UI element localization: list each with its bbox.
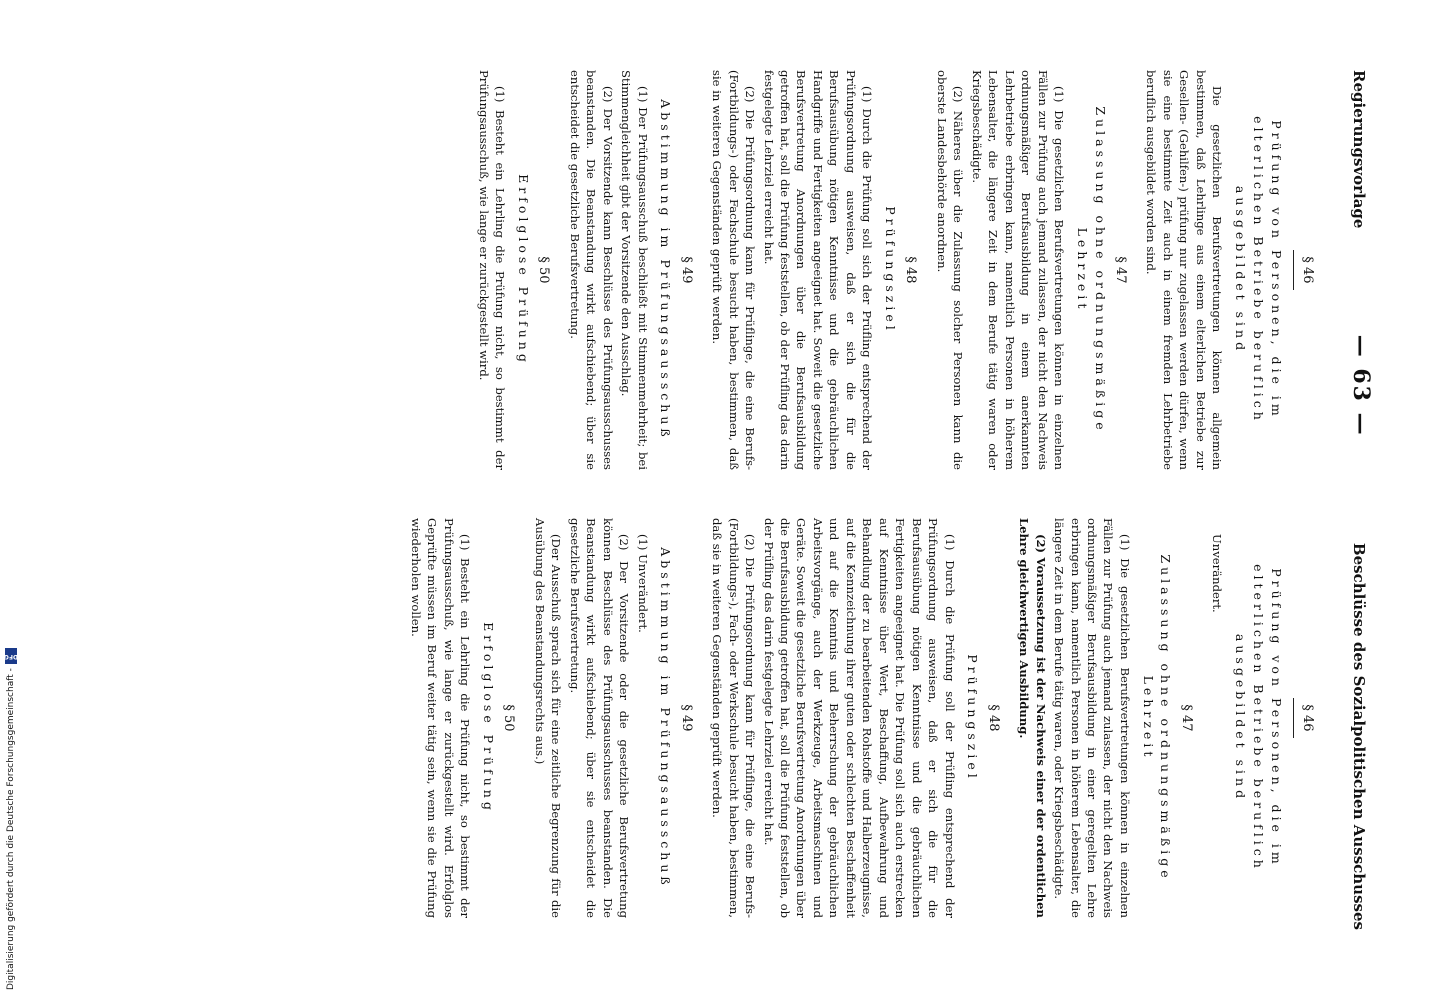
section-title: Zulassung ohne ordnungsmäßige Lehrzeit (1140, 554, 1174, 882)
page-number: — 63 — (1348, 334, 1374, 437)
paragraph: (1) Der Prüfungsausschuß beschließt mit Stimmenmehrheit; bei Stimmengleichheit gibt der Vorsitzende den Ausschlag. (619, 70, 650, 470)
paragraph: Die gesetzlichen Berufsvertretungen können allgemein bestimmen, daß Lehrlinge aus einem elterlichen Betriebe zur Gesellen- (Gehilfen-) prüfung nur zugelassen werden dürfen, wenn sie eine bestimmte Zeit auch in einem fremden Lehrbetriebe beruflich ausgebildet worden sind. (1144, 70, 1225, 470)
paragraph: (2) Der Vorsitzende oder die gesetzliche Berufsvertretung können Beschlüsse des Prüfungsausschusses beanstanden. Die Beanstandung wirkt aufschiebend; über sie entscheidet die gesetzliche Berufsvertretung. (567, 518, 632, 918)
header-left: Regierungsvorlage (1350, 70, 1368, 229)
section-title: Prüfung von Personen, die im elterlichen Betriebe beruflich ausgebildet sind (1233, 116, 1284, 424)
paragraph: (1) Durch die Prüfung soll sich der Prüfling entsprechend der Prüfungsordnung ausweisen, daß er sich die für die Berufsausübung nötigen Kenntnisse und die gebräuchlichen Handgriffe und Fertigkeiten angeeignet hat. Soweit die gesetzliche Berufsvertretung Anordnungen über die Berufsausbildung getroffen hat, soll die Prüfung feststellen, ob der Prüfling das darin festgelegte Lehrziel erreicht hat. (761, 70, 875, 470)
right-column (405, 518, 1330, 918)
paragraph: (2) Die Prüfungsordnung kann für Prüflinge, die eine Berufs- (Fortbildungs-), Fach- oder Werkschule besucht haben, bestimmen, daß sie in weiteren Gegenständen geprüft werden. (710, 518, 758, 918)
paragraph: (2) Die Prüfungsordnung kann für Prüflinge, die eine Berufs- (Fortbildungs-) oder Fachschule besucht haben, bestimmen, daß sie in weiteren Gegenständen geprüft werden. (710, 70, 758, 470)
footer-text: Digitalisierung gefördert durch die Deutsche Forschungsgemeinschaft - (6, 668, 16, 990)
section-number: § 49 (678, 704, 694, 732)
section-title: Erfolglose Prüfung (515, 174, 531, 366)
section-title: Zulassung ohne ordnungsmäßige Lehrzeit (1074, 106, 1108, 434)
section-number: § 48 (903, 256, 919, 284)
section-number: § 48 (985, 704, 1001, 732)
paragraph: (Der Ausschuß sprach sich für eine zeitliche Begrenzung für die Ausübung des Beanstandungsrechts aus.) (532, 518, 564, 918)
section-title: Prüfung von Personen, die im elterlichen Betriebe beruflich ausgebildet sind (1233, 564, 1284, 872)
section-number: § 46 (1300, 256, 1315, 284)
section-number: § 47 (1113, 256, 1129, 284)
divider (1293, 250, 1294, 290)
paragraph: (2) Näheres über die Zulassung solcher Personen kann die oberste Landesbehörde anordnen. (934, 70, 966, 470)
paragraph: (1) Die gesetzlichen Berufsvertretungen können in einzelnen Fällen zur Prüfung auch jemand zulassen, der nicht den Nachweis ordnungsmäßiger Berufsausbildung in einem anerkannten Lehrbetriebe erbringen kann, namentlich Personen in höherem Lebensalter, die längere Zeit in dem Berufe tätig waren oder Kriegsbeschädigte. (969, 70, 1067, 470)
dfg-logo-icon: DFG (5, 648, 17, 664)
paragraph: (1) Die gesetzlichen Berufsvertretungen können in einzelnen Fällen zur Prüfung auch jemand zulassen, der nicht den Nachweis ordnungsmäßiger Berufsausbildung in einer geregelten Lehre erbringen kann, namentlich Personen in höherem Lebensalter, die längere Zeit in dem Berufe tätig waren, oder Kriegsbeschädigte. (1052, 518, 1132, 918)
section-number: § 49 (678, 256, 694, 284)
paragraph: (1) Unverändert. (635, 534, 650, 633)
divider (1293, 698, 1294, 738)
section-title: Abstimmung im Prüfungsausschuß (658, 547, 674, 889)
paragraph: (2) Voraussetzung ist der Nachweis einer der ordentlichen Lehre gleichwertigen Ausbildung. (1017, 518, 1048, 918)
section-title: Prüfungsziel (965, 654, 981, 782)
section-number: § 50 (501, 704, 517, 732)
paragraph: (1) Durch die Prüfung soll der Prüfling entsprechend der Prüfungsordnung ausweisen, daß er sich die für die Berufsausübung nötigen Kenntnisse und die gebräuchlichen Fertigkeiten angeeignet hat. Die Prüfung soll sich auch erstrecken auf Kenntnisse über Wert, Beschaffung, Aufbewahrung und Behandlung der zu bearbeitenden Rohstoffe und Halberzeugnisse, auf die Kennzeichnung ihrer guten oder schlechten Beschaffenheit und auf die Kenntnis und Beherrschung der gebräuchlichen Arbeitsvorgänge, auch der Werkzeuge, Arbeitsmaschinen und Geräte. Soweit die gesetzliche Berufsvertretung Anordnungen über die Berufsausbildung getroffen hat, soll die Prüfung feststellen, ob der Prüfling das darin festgelegte Lehrziel erreicht hat. (761, 518, 957, 918)
section-number: § 47 (1178, 704, 1194, 732)
left-column (405, 70, 1330, 470)
page-header (1348, 70, 1374, 930)
section-title: Abstimmung im Prüfungsausschuß (658, 99, 674, 441)
paragraph: (1) Besteht ein Lehrling die Prüfung nicht, so bestimmt der Prüfungsausschuß, wie lange er zurückgestellt wird. Erfolglos Geprüfte müssen im Beruf weiter tätig sein, wenn sie die Prüfung wiederholen wollen. (408, 518, 473, 918)
header-right: Beschlüsse des Sozialpolitischen Ausschusses (1350, 542, 1368, 930)
paragraph: (2) Der Vorsitzende kann Beschlüsse des Prüfungsausschusses beanstanden. Die Beanstandung wirkt aufschiebend; über sie entscheidet die gesetzliche Berufsvertretung. (567, 70, 615, 470)
unchanged-note: Unverändert. (1210, 534, 1225, 613)
section-title: Prüfungsziel (883, 206, 898, 334)
paragraph: (1) Besteht ein Lehrling die Prüfung nicht, so bestimmt der Prüfungsausschuß, wie lange er zurückgestellt wird. (476, 70, 508, 470)
section-title: Erfolglose Prüfung (480, 622, 496, 814)
section-number: § 50 (536, 256, 552, 284)
section-number: § 46 (1300, 704, 1315, 732)
